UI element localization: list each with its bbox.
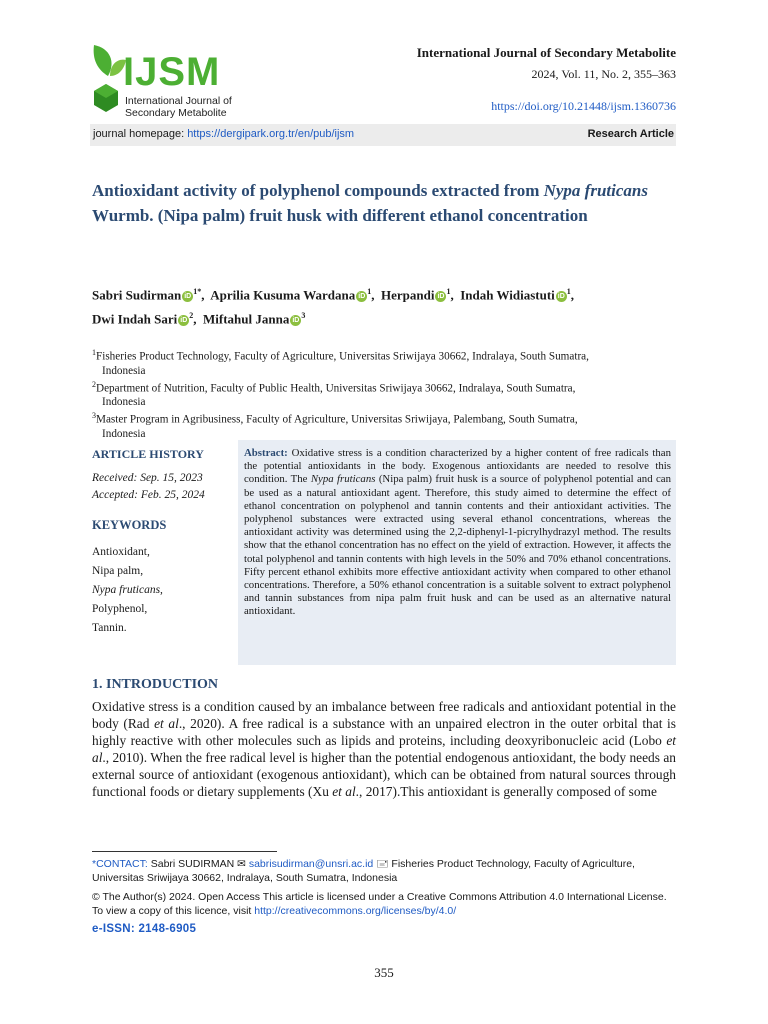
orcid-icon[interactable]: iD xyxy=(557,292,565,300)
keyword-item: Tannin. xyxy=(92,622,127,634)
email-icon: ✉ xyxy=(237,858,246,870)
author-name: Sabri Sudirman xyxy=(92,287,182,303)
affiliation-item: $^1$Fisheries Product Technology, Faculty of Agriculture, Universitas Sriwijaya 30662, Indralaya, South Sumatra, Indonesia xyxy=(92,348,589,377)
article-type: Research Article xyxy=(587,128,674,140)
author-name: Indah Widiastuti xyxy=(460,287,555,303)
keyword-item: Nypa fruticans, xyxy=(92,584,163,596)
orcid-icon[interactable]: iD xyxy=(184,292,192,300)
introduction-paragraph: Oxidative stress is a condition caused by an imbalance between free radicals and antioxidant potential in the body (Rad et al., 2020). A free radical is a substance with an unpaired electron in the outer orbital that is highly reactive with other molecules such as lipids and proteins, including deoxyribonucleic acid (Lobo et al., 2010). When the free radical level is higher than the potential endogenous antioxidant, the body needs an external source of antioxidant (exogenous antioxidant), which can be obtained from natural sources through functional foods or dietary supplements (Xu et al., 2017).This antioxidant is generally composed of some xyxy=(92,699,676,799)
author-name: Miftahul Janna xyxy=(203,311,290,327)
logo-subtitle: International Journal of Secondary Metabolite xyxy=(125,95,232,119)
author-affiliation-marker: 1* xyxy=(193,287,202,296)
issue-info: 2024, Vol. 11, No. 2, 355–363 xyxy=(531,67,676,81)
leaf-hexagon-logo-icon xyxy=(88,40,128,120)
keyword-list xyxy=(92,543,163,638)
license-statement: © The Author(s) 2024. Open Access This article is licensed under a Creative Commons Attribution 4.0 International License. To view a copy of this licence, visit http://creativecommons.org/licenses/by/4.0/ xyxy=(92,891,667,917)
received-date: Received: Sep. 15, 2023 xyxy=(92,472,203,484)
keywords-heading: KEYWORDS xyxy=(92,518,167,532)
journal-name: International Journal of Secondary Metabolite xyxy=(416,45,676,60)
introduction-heading: 1. INTRODUCTION xyxy=(92,677,219,692)
abstract-text: Abstract: Oxidative stress is a condition characterized by a higher content of free radicals than the potential antioxidants in the body. Exogenous antioxidants are needed to resolve this condition. The Nypa fruticans (Nipa palm) fruit husk is a source of polyphenol potential and can be used as a natural antioxidant agent. Therefore, this study aimed to determine the effect of ethanol concentration on polyphenol and tannin contents and their antioxidant activities. The polyphenol substances were extracted using several ethanol concentrations, whereas the antioxidant activity was determined using the 2,2-diphenyl-1-picrylhydrazyl method. The results show that the ethanol concentration has no effect on the yield of extraction. However, it affects the total polyphenol and tannin contents with high levels in the 50% and 70% ethanol concentrations. Fifty percent ethanol exhibits more effective antioxidant activity when compared to other ethanol concentrations. Therefore, a 50% ethanol concentration is a suitable solvent to extract polyphenol and tannin substances from nipa palm fruit husk and can be used as an alternative natural antioxidant. xyxy=(244,447,671,618)
keyword-item: Polyphenol, xyxy=(92,603,148,615)
affiliation-list xyxy=(92,346,676,441)
affiliation-number: 1 xyxy=(92,348,96,357)
accepted-date: Accepted: Feb. 25, 2024 xyxy=(92,489,205,501)
license-link[interactable]: http://creativecommons.org/licenses/by/4.0/ xyxy=(254,905,457,917)
author-name: Herpandi xyxy=(381,287,435,303)
orcid-icon[interactable]: iD xyxy=(180,317,188,325)
orcid-icon[interactable]: iD xyxy=(437,292,445,300)
author-affiliation-marker: 3 xyxy=(301,311,306,321)
article-history-dates xyxy=(92,470,205,504)
article-history-heading: ARTICLE HISTORY xyxy=(92,447,204,461)
affiliation-number: 3 xyxy=(92,411,96,421)
author-list: Sabri Sudirman $iD^{1*}$, Aprilia Kusuma Wardana $iD^1$, Herpandi $iD^1$, Indah Widiastuti $iD^1$, Dwi Indah Sari $iD^2$, Miftahul Janna $iD^3$ xyxy=(92,287,578,327)
keyword-item: Nipa palm, xyxy=(92,565,144,577)
author-affiliation-marker: 2 xyxy=(189,311,194,321)
affiliation-item: $^3$Master Program in Agribusiness, Faculty of Agriculture, Universitas Sriwijaya, Palembang, South Sumatra, Indonesia xyxy=(92,411,578,441)
orcid-icon[interactable]: iD xyxy=(292,317,300,325)
logo-wordmark: IJSM xyxy=(123,50,221,94)
author-affiliation-marker: 1 xyxy=(367,287,372,296)
affiliation-item: $^2$Department of Nutrition, Faculty of Public Health, Universitas Sriwijaya 30662, Indralaya, South Sumatra, Indonesia xyxy=(92,379,576,409)
email-link[interactable]: sabrisudirman@unsri.ac.id xyxy=(248,858,374,870)
journal-logo xyxy=(88,40,238,120)
contact-footnote: *CONTACT: Sabri SUDIRMAN ✉ sabrisudirman@unsri.ac.id 🖃 Fisheries Product Technology, Faculty of Agriculture, Universitas Sriwijaya 30662, Indralaya, South Sumatra, Indonesia xyxy=(92,858,635,884)
abstract-box xyxy=(238,440,676,665)
affiliation-number: 2 xyxy=(92,379,96,389)
doi-link[interactable]: https://doi.org/10.21448/ijsm.1360736 xyxy=(491,99,676,113)
author-name: Dwi Indah Sari xyxy=(92,311,178,327)
author-affiliation-marker: 1 xyxy=(446,287,451,296)
footnote-divider xyxy=(92,851,277,852)
orcid-icon[interactable]: iD xyxy=(358,292,366,300)
page-number: 355 xyxy=(374,965,394,980)
author-name: Aprilia Kusuma Wardana xyxy=(210,287,356,303)
homepage-bar xyxy=(90,124,676,146)
author-affiliation-marker: 1 xyxy=(566,287,571,296)
homepage-link[interactable]: https://dergipark.org.tr/en/pub/ijsm xyxy=(187,128,355,140)
address-icon: 🖃 xyxy=(376,858,389,870)
abstract-label: Abstract: xyxy=(244,447,288,459)
eissn: e-ISSN: 2148-6905 xyxy=(92,923,197,935)
homepage-label: journal homepage: xyxy=(93,128,185,140)
keyword-item: Antioxidant, xyxy=(92,546,150,558)
contact-label: *CONTACT: xyxy=(92,858,148,870)
article-title: Antioxidant activity of polyphenol compounds extracted from Nypa fruticans Wurmb. (Nipa palm) fruit husk with different ethanol concentration xyxy=(92,181,648,225)
